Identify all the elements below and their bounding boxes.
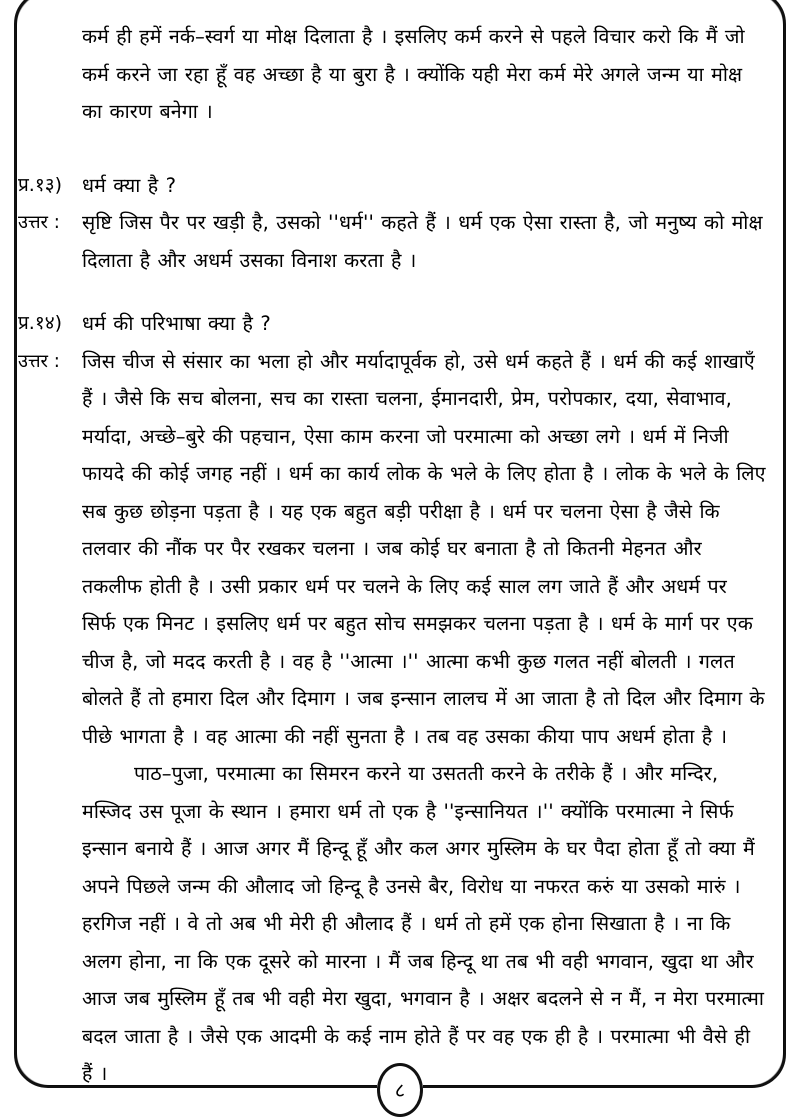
spacer [18,141,766,167]
question-text-14: धर्म की परिभाषा क्या है ? [82,312,271,335]
question-label-13: प्र.१३) [18,173,63,196]
qa-block-14 [18,305,773,1093]
answer-text-13: सृष्टि जिस पैर पर खड़ी है, उसको ''धर्म'' कहते हैं । धर्म एक ऐसा रास्ता है, जो मनुष्य को मोक्ष दिलाता है और अधर्म उसका विनाश करता है । [82,211,770,272]
answer-text-14-paragraph-2: पाठ–पुजा, परमात्मा का सिमरन करने या उसतती करने के तरीके हैं । और मन्दिर, मस्जिद उस पूजा के स्थान । हमारा धर्म तो एक है ''इन्सानियत ।'' क्योंकि परमात्मा ने सिर्फ इन्सान बनाये हैं । आज अगर मैं हिन्दू हूँ और कल अगर मुस्लिम के घर पैदा होता हूँ तो क्या मैं अपने पिछले जन्म की औलाद जो हिन्दू है उनसे बैर, विरोध या नफरत करुं या उसको मारुं । हरगिज नहीं । वे तो अब भी मेरी ही औलाद हैं । धर्म तो हमें एक होना सिखाता है । ना कि अलग होना, ना कि एक दूसरे को मारना । मैं जब हिन्दू था तब भी वही भगवान, खुदा था और आज जब मुस्लिम हूँ तब भी वही मेरा खुदा, भगवान है । अक्षर बदलने से न मैं, न मेरा परमात्मा बदल जाता है । जैसे एक आदमी के कई नाम होते हैं पर वह एक ही है । परमात्मा भी वैसे ही हैं । [82,762,772,1085]
question-row-14 [18,305,766,343]
question-label-14: प्र.१४) [18,312,63,334]
spacer [18,279,766,305]
answer-label-13: उत्तर : [18,212,60,233]
question-text-13: धर्म क्या है ? [82,173,177,197]
question-row-13 [18,167,766,205]
qa-block-13 [18,167,770,280]
answer-row-14 [18,343,773,756]
answer-label-14: उत्तर : [18,350,60,372]
answer-row-13 [18,204,770,279]
page-number-badge: ८ [377,1063,423,1117]
answer-text-14-paragraph-1: जिस चीज से संसार का भला हो और मर्यादापूर्वक हो, उसे धर्म कहते हैं । धर्म की कई शाखाएँ हैं । जैसे कि सच बोलना, सच का रास्ता चलना, ईमानदारी, प्रेम, परोपकार, दया, सेवाभाव, मर्यादा, अच्छे–बुरे की पहचान, ऐसा काम करना जो परमात्मा को अच्छा लगे । धर्म में निजी फायदे की कोई जगह नहीं । धर्म का कार्य लोक के भले के लिए होता है । लोक के भले के लिए सब कुछ छोड़ना पड़ता है । यह एक बहुत बड़ी परीक्षा है । धर्म पर चलना ऐसा है जैसे कि तलवार की नौंक पर पैर रखकर चलना । जब कोई घर बनाता है तो कितनी मेहनत और तकलीफ होती है । उसी प्रकार धर्म पर चलने के लिए कई साल लग जाते हैं और अधर्म पर सिर्फ एक मिनट । इसलिए धर्म पर बहुत सोच समझकर चलना पड़ता है । धर्म के मार्ग पर एक चीज है, जो मदद करती है । वह है ''आत्मा ।'' आत्मा कभी कुछ गलत नहीं बोलती । गलत बोलते हैं तो हमारा दिल और दिमाग । जब इन्सान लालच में आ जाता है तो दिल और दिमाग के पीछे भागता है । वह आत्मा की नहीं सुनता है । तब वह उसका कीया पाप अधर्म होता है । [82,349,773,748]
continued-paragraph: कर्म ही हमें नर्क–स्वर्ग या मोक्ष दिलाता है । इसलिए कर्म करने से पहले विचार करो कि मैं जो कर्म करने जा रहा हूँ वह अच्छा है या बुरा है । क्योंकि यही मेरा कर्म मेरे अगले जन्म या मोक्ष का कारण बनेगा । [82,25,752,123]
